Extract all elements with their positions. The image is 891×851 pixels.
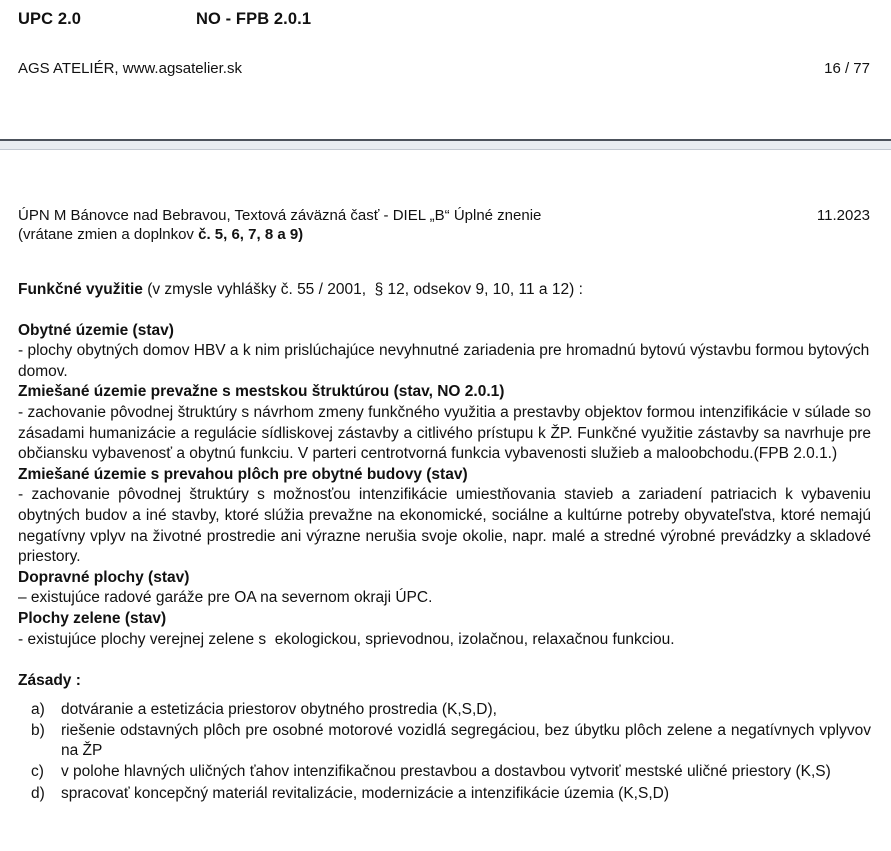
running-head (0, 0, 891, 140)
list-item (18, 784, 871, 805)
list-item-marker: b) (31, 721, 45, 739)
amendments-numbers: č. 5, 6, 7, 8 a 9) (198, 226, 304, 243)
document-header-line-1 (18, 206, 873, 225)
list-item-marker: a) (31, 700, 45, 718)
section-text: - zachovanie pôvodnej štruktúry s možnosťou intenzifikácie umiestňovania stavieb a zariadení patriacich k vybaveniu obytných budov a iné stavby, ktoré slúžia prevažne na ekonomické, sociálne a kultúrne potreby obyvateľstva, ktoré nemajú negatívny vplyv na životné prostredie ani výrazne nerušia svoje okolie, napr. malé a stredné výrobné prevádzky a skladové priestory. (18, 486, 876, 566)
divider-rule-bottom (0, 149, 891, 150)
section-zmiesane-obytne-budovy (18, 465, 876, 568)
list-item (18, 700, 871, 721)
functional-use-label: Funkčné využitie (18, 281, 143, 298)
list-item-text: dotváranie a estetizácia priestorov obytného prostredia (K,S,D), (61, 700, 497, 718)
list-item (18, 721, 871, 762)
page-number: 16 / 77 (824, 60, 870, 77)
body-spacer (18, 650, 871, 671)
section-heading: Zmiešané územie s prevahou plôch pre obytné budovy (stav) (18, 465, 468, 483)
list-item-text: spracovať koncepčný materiál revitalizácie, modernizácie a intenzifikácie územia (K,S,D) (61, 784, 669, 802)
functional-use-reference: (v zmysle vyhlášky č. 55 / 2001, § 12, odsekov 9, 10, 11 a 12) : (142, 281, 583, 298)
document-header-line-2 (18, 225, 873, 244)
section-heading: Zmiešané územie prevažne s mestskou štruktúrou (stav, NO 2.0.1) (18, 383, 505, 401)
zasady-heading: Zásady : (18, 672, 81, 690)
document-header (18, 206, 873, 244)
document-date: 11.2023 (816, 207, 870, 224)
divider-rule-band (0, 141, 891, 149)
list-item-marker: c) (31, 763, 44, 781)
functional-use-lead (18, 280, 871, 301)
zasady-list (18, 700, 871, 804)
section-text: – existujúce radové garáže pre OA na severnom okraji ÚPC. (18, 589, 433, 607)
upc-code-label: UPC 2.0 (18, 10, 82, 28)
list-item-text: v polohe hlavných uličných ťahov intenzifikačnou prestavbou a dostavbou vytvoriť mestské uličné priestory (K,S) (61, 763, 831, 781)
list-item (18, 762, 871, 783)
section-heading: Plochy zelene (stav) (18, 609, 167, 627)
section-heading: Obytné územie (stav) (18, 321, 174, 339)
document-body (18, 280, 876, 805)
document-title: ÚPN M Bánovce nad Bebravou, Textová záväzná časť - DIEL „B“ Úplné znenie (18, 207, 542, 224)
amendments-prefix: (vrátane zmien a doplnkov (18, 226, 199, 243)
section-zmiesane-mestska-struktura (18, 382, 876, 464)
no-fpb-code-label: NO - FPB 2.0.1 (196, 10, 312, 28)
header-divider (0, 139, 891, 150)
list-item-text: riešenie odstavných plôch pre osobné motorové vozidlá segregáciou, bez úbytku plôch zelene a negatívnych vplyvov na ŽP (61, 721, 871, 760)
section-dopravne-plochy (18, 568, 871, 609)
running-head-codes (18, 10, 858, 32)
list-item-marker: d) (31, 784, 45, 802)
section-text: - existujúce plochy verejnej zelene s ekologickou, sprievodnou, izolačnou, relaxačnou funkciou. (18, 630, 675, 648)
section-obytne-uzemie (18, 321, 874, 383)
section-heading: Dopravné plochy (stav) (18, 568, 190, 586)
section-text: - zachovanie pôvodnej štruktúry s návrhom zmeny funkčného využitia a prestavby objektov formou intenzifikácie v súlade so zásadami humanizácie a regulácie sídliskovej zástavby a citlivého prístupu k ŽP. Funkčné využitie zástavby sa navrhuje pre občiansku vybavenosť a obytnú funkciu. V parteri centrotvorná funkcia vybavenosti služieb a maloobchodu.(FPB 2.0.1.) (18, 403, 876, 463)
section-plochy-zelene (18, 609, 871, 650)
studio-credit: AGS ATELIÉR, www.agsatelier.sk (18, 60, 242, 77)
section-text: - plochy obytných domov HBV a k nim prislúchajúce nevyhnutné zariadenia pre hromadnú bytovú výstavbu formou bytových domov. (18, 342, 874, 380)
